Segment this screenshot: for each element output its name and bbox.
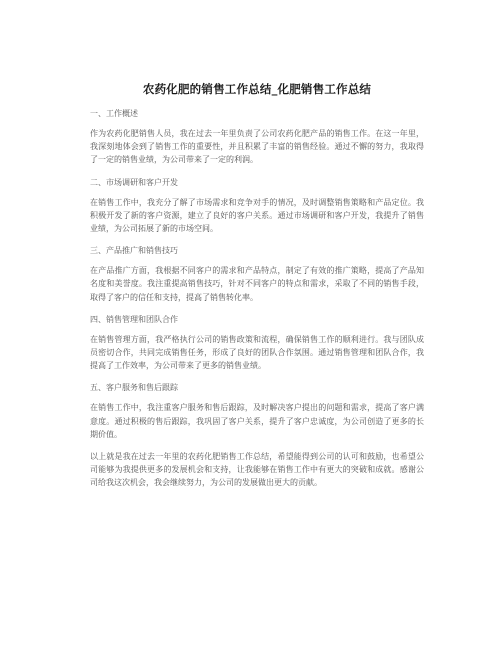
document-title: 农药化肥的销售工作总结_化肥销售工作总结 xyxy=(142,82,372,96)
section-paragraph: 作为农药化肥销售人员，我在过去一年里负责了公司农药化肥产品的销售工作。在这一年里，我深刻地体会到了销售工作的重要性，并且积累了丰富的销售经验。通过不懈的努力，我取得了一定的销售业绩，为公司带来了一定的利润。 xyxy=(90,129,424,165)
section-heading: 三、产品推广和销售技巧 xyxy=(90,246,178,256)
closing-paragraph: 以上就是我在过去一年里的农药化肥销售工作总结，希望能得到公司的认可和鼓励，也希望公司能够为我提供更多的发展机会和支持，让我能够在销售工作中有更大的突破和成就。感谢公司给我这次机会，我会继续努力，为公司的发展做出更大的贡献。 xyxy=(90,452,424,488)
section-paragraph: 在产品推广方面，我根据不同客户的需求和产品特点，制定了有效的推广策略，提高了产品知名度和美誉度。我注重提高销售技巧，针对不同客户的特点和需求，采取了不同的销售手段，取得了客户的信任和支持，提高了销售转化率。 xyxy=(90,266,424,302)
section-heading: 四、销售管理和团队合作 xyxy=(90,314,178,324)
section-3 xyxy=(90,244,424,304)
section-5 xyxy=(90,381,424,441)
section-2 xyxy=(90,176,424,236)
section-heading: 一、工作概述 xyxy=(90,109,138,118)
section-paragraph: 在销售管理方面，我严格执行公司的销售政策和流程，确保销售工作的顺利进行。我与团队成员密切合作，共同完成销售任务，形成了良好的团队合作氛围。通过销售管理和团队合作，我提高了工作效率，为公司带来了更多的销售业绩。 xyxy=(90,334,424,371)
section-1 xyxy=(90,107,424,167)
section-4 xyxy=(90,313,424,373)
section-paragraph: 在销售工作中，我充分了解了市场需求和竞争对手的情况，及时调整销售策略和产品定位。我积极开发了新的客户资源，建立了良好的客户关系。通过市场调研和客户开发，我提升了销售业绩，为公司拓展了新的市场空间。 xyxy=(90,197,424,234)
section-heading: 二、市场调研和客户开发 xyxy=(90,177,178,187)
section-paragraph: 在销售工作中，我注重客户服务和售后跟踪，及时解决客户提出的问题和需求，提高了客户满意度。通过积极的售后跟踪，我巩固了客户关系，提升了客户忠诚度，为公司创造了更多的长期价值。 xyxy=(90,403,424,439)
section-heading: 五、客户服务和售后跟踪 xyxy=(90,383,178,393)
